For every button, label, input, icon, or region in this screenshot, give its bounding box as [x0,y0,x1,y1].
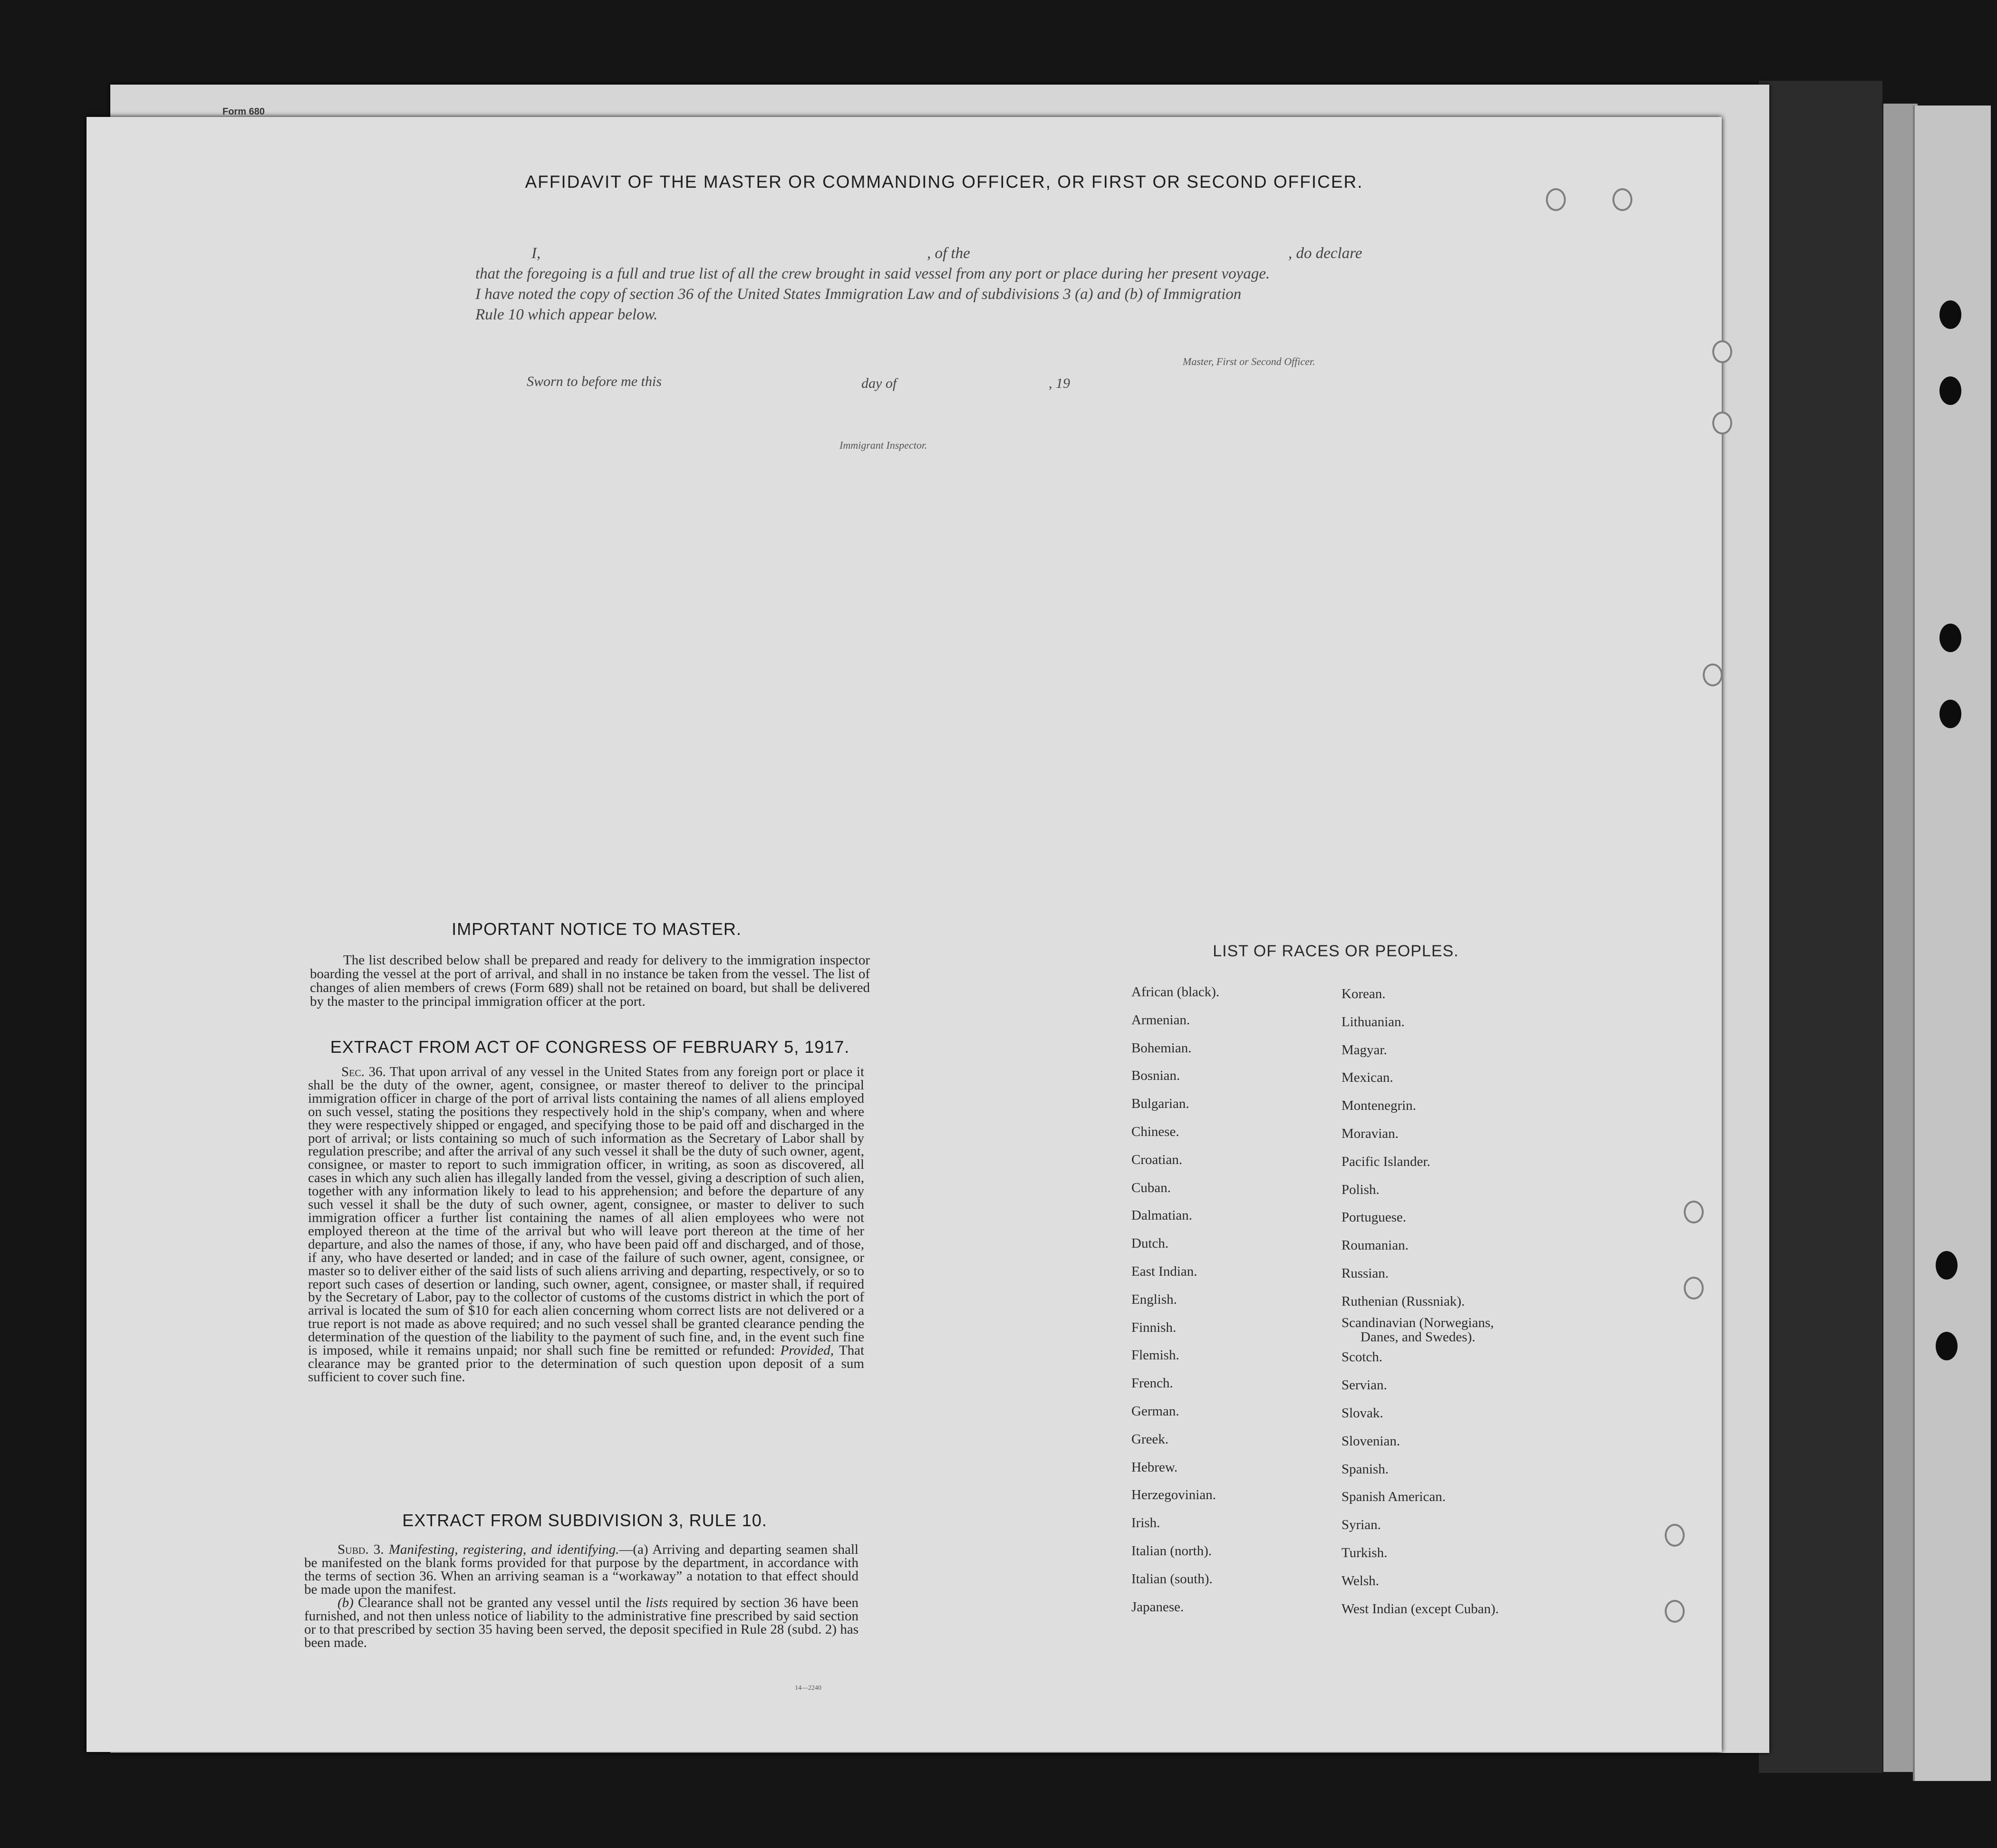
race-label: Herzegovinian. [1131,1487,1216,1503]
race-label: Welsh. [1341,1573,1380,1588]
binder-ring [1684,1201,1704,1223]
race-item [1131,1118,1219,1146]
form-number: Form 680 [222,106,265,117]
race-item [1341,1064,1499,1092]
para-b-italic: lists [646,1595,668,1610]
races-left-column [1131,978,1219,1621]
declaration-line: that the foregoing is a full and true list of all the crew brought in said vessel from any port or place during her present voyage. [475,265,1270,282]
rule-paragraph-b [304,1596,859,1649]
race-item [1131,1202,1219,1230]
race-label: African (black). [1131,984,1220,1000]
binder-ring [1684,1277,1704,1299]
race-item [1131,1425,1219,1453]
punch-hole [1939,300,1961,329]
race-label: Russian. [1341,1265,1389,1281]
race-label: Pacific Islander. [1341,1154,1430,1169]
race-item [1341,1036,1499,1064]
race-label: Lithuanian. [1341,1014,1405,1030]
race-label: Slovak. [1341,1405,1383,1421]
race-label: Dalmatian. [1131,1208,1193,1223]
act-body: That upon arrival of any vessel in the United States from any foreign port or place it shall be the duty of the owner, agent, consignee, or master thereof to deliver to the principal immigration officer in charge of the port of arrival lists containing the names of all aliens employed on such vessel, stating the positions they respectively hold in the ship's company, when and where they were respectively shipped or engaged, and specifying those to be paid off and discharged in the port of arrival; or lists containing so much of such information as the Secretary of Labor shall by regulation prescribe; and after the arrival of any such vessel it shall be the duty of such owner, agent, consignee, or master to report to such immigration officer, in writing, as soon as discovered, all cases in which any such alien has illegally landed from the vessel, giving a description of such alien, together with any information likely to lead to his apprehension; and before the departure of any such vessel it shall be the duty of such owner, agent, consignee, or master to deliver to such immigration officer a further list containing the names of all alien employees who were not employed thereon at the time of the arrival but who will leave port thereon at the time of her departure, and also the names of those, if any, who have been paid off and discharged, and of those, if any, who have deserted or landed; and in case of the failure of such owner, agent, consignee, or master so to deliver either of the said lists of such aliens arriving and departing, respectively, or so to report such cases of desertion or landing, such owner, agent, consignee, or master shall, if required by the Secretary of Labor, pay to the collector of customs of the customs district in which the port of arrival is located the sum of $10 for each alien concerning whom correct lists are not delivered or a true report is not made as above required; and no such vessel shall be granted clearance pending the determination of the question of the liability to the payment of such fine, and, in the event such fine is imposed, while it remains unpaid; nor shall such fine be remitted or refunded: [308,1064,864,1358]
race-label: Cuban. [1131,1180,1171,1195]
para-b-mark: (b) [338,1595,354,1610]
race-label: West Indian (except Cuban). [1341,1601,1499,1617]
race-label: German. [1131,1403,1179,1419]
race-label-continued: Danes, and Swedes). [1360,1329,1476,1345]
race-item [1131,1062,1219,1090]
race-label: Korean. [1341,986,1386,1001]
notice-title: IMPORTANT NOTICE TO MASTER. [452,919,742,939]
binder-ring [1612,188,1632,211]
race-label: Irish. [1131,1515,1160,1531]
punch-hole [1939,624,1961,652]
declaration-line: I have noted the copy of section 36 of the United States Immigration Law and of subdivisions 3 (a) and (b) of Immigration [475,286,1242,303]
race-item [1341,1176,1499,1204]
subd-label: Subd. 3. [338,1542,384,1557]
binder-ring [1665,1524,1685,1547]
punch-hole [1939,376,1961,405]
printer-mark: 14—2240 [795,1684,821,1692]
act-paragraph [308,1066,864,1384]
race-item [1341,1455,1499,1483]
race-label: Flemish. [1131,1348,1179,1363]
race-item [1131,1341,1219,1369]
race-item [1131,1369,1219,1397]
race-item [1341,1092,1499,1120]
rule-title: EXTRACT FROM SUBDIVISION 3, RULE 10. [402,1511,767,1530]
race-label: Spanish American. [1341,1489,1446,1505]
race-label: English. [1131,1291,1177,1307]
inspector-label: Immigrant Inspector. [839,439,927,451]
races-right-column [1341,980,1499,1623]
race-item [1131,1090,1219,1118]
race-item [1131,1565,1219,1593]
race-label: Italian (north). [1131,1543,1212,1559]
para-b-text-2: required by section 36 have been furnished, and not then unless notice of liability to the administrative fine prescribed by said section or to that prescribed by section 35 having been served, the deposit specified in Rule 28 (subd. 2) has been made. [304,1595,859,1650]
race-label: Turkish. [1341,1545,1388,1560]
race-label: Syrian. [1341,1517,1381,1533]
rule-paragraph-a [304,1543,859,1596]
race-item [1341,1120,1499,1148]
race-item [1341,1232,1499,1260]
declaration-line: Rule 10 which appear below. [475,306,658,323]
race-label: Hebrew. [1131,1459,1178,1475]
sworn-text: Sworn to before me this [527,374,662,389]
race-label: Montenegrin. [1341,1098,1417,1114]
race-item [1341,1316,1499,1344]
race-label: Italian (south). [1131,1571,1213,1587]
race-label: French. [1131,1376,1173,1391]
race-item [1341,1260,1499,1288]
race-item [1131,1537,1219,1565]
section-label: Sec. 36. [341,1064,386,1079]
para-b-text: Clearance shall not be granted any vessel until the [357,1595,642,1610]
race-label: Scotch. [1341,1349,1383,1365]
act-text [308,1066,864,1384]
race-item [1131,1286,1219,1314]
race-item [1131,1006,1219,1034]
race-label: Chinese. [1131,1124,1179,1139]
race-label: Bulgarian. [1131,1096,1189,1112]
race-label: Polish. [1341,1182,1380,1197]
race-item [1131,1397,1219,1425]
punch-hole [1936,1251,1958,1280]
notice-paragraph: The list described below shall be prepared and ready for delivery to the immigration inspector boarding the vessel at the port of arrival, and shall in no instance be taken from the vessel. The list of changes of alien members of crews (Form 689) shall not be retained on board, but shall be delivered by the master to the principal immigration officer at the port. [310,953,870,1009]
declaration-i: I, [531,245,541,262]
affidavit-title: AFFIDAVIT OF THE MASTER OR COMMANDING OFFICER, OR FIRST OR SECOND OFFICER. [525,172,1363,192]
race-label: Servian. [1341,1377,1387,1393]
subd-italic: Manifesting, registering, and identifying. [388,1542,619,1557]
race-item [1341,1399,1499,1427]
race-label: Bosnian. [1131,1068,1180,1084]
race-item [1131,1174,1219,1202]
race-item [1341,1427,1499,1455]
race-item [1341,1595,1499,1623]
race-item [1341,1008,1499,1036]
race-item [1131,1258,1219,1286]
race-label: Scandinavian (Norwegians, [1341,1315,1494,1330]
punch-hole [1936,1332,1958,1360]
race-label: Greek. [1131,1431,1169,1447]
race-item [1341,1343,1499,1371]
binder-ring [1703,664,1723,686]
race-label: Japanese. [1131,1599,1184,1615]
race-label: Magyar. [1341,1042,1387,1058]
declaration-block [475,243,1398,325]
race-item [1341,1483,1499,1511]
race-label: Armenian. [1131,1012,1190,1028]
race-item [1341,1203,1499,1232]
races-title: LIST OF RACES OR PEOPLES. [1213,942,1459,960]
race-item [1131,978,1219,1006]
race-label: Mexican. [1341,1070,1393,1086]
notice-text [310,953,870,1009]
proviso-text: That clearance may be granted prior to the determination of such question upon deposit of a sum sufficient to cover such fine. [308,1343,865,1385]
declaration-do-declare: , do declare [1288,245,1362,262]
sworn-year: , 19 [1049,375,1070,391]
race-item [1131,1146,1219,1174]
race-item [1341,1511,1499,1539]
proviso-label: Provided, [780,1343,834,1358]
race-item [1131,1453,1219,1482]
race-item [1341,1148,1499,1176]
race-label: Roumanian. [1341,1238,1409,1253]
race-item [1131,1509,1219,1537]
race-label: Slovenian. [1341,1433,1400,1449]
race-label: Ruthenian (Russniak). [1341,1293,1465,1309]
race-item [1341,1567,1499,1595]
para-a-text: Arriving and departing seamen shall be manifested on the blank forms provided for that purpose by the department, in accordance with the terms of section 36. When an arriving seaman is a “workaway” a notation to that effect should be made upon the manifest. [304,1542,859,1597]
rule-text [304,1543,859,1649]
binder-ring [1712,412,1732,434]
race-item [1131,1230,1219,1258]
sworn-day: day of [861,375,897,391]
punch-hole [1939,700,1961,728]
race-label: Spanish. [1341,1461,1389,1477]
race-item [1341,1539,1499,1567]
race-label: Finnish. [1131,1319,1177,1335]
binder-ring [1546,188,1566,211]
declaration-of-the: , of the [927,245,970,262]
act-title: EXTRACT FROM ACT OF CONGRESS OF FEBRUARY 5, 1917. [330,1037,850,1057]
race-item [1341,980,1499,1008]
signature-label: Master, First or Second Officer. [1183,356,1315,367]
race-label: Bohemian. [1131,1040,1192,1056]
race-item [1131,1034,1219,1062]
binder-ring [1712,340,1732,363]
race-label: Dutch. [1131,1236,1169,1251]
race-label: Portuguese. [1341,1210,1407,1225]
binder-strip-outer [1913,106,1991,1781]
binder-ring [1665,1600,1685,1623]
para-a-mark: —(a) [619,1542,648,1557]
race-item [1131,1481,1219,1509]
race-label: Croatian. [1131,1152,1183,1167]
race-item [1131,1314,1219,1342]
race-label: East Indian. [1131,1263,1197,1279]
race-label: Moravian. [1341,1126,1399,1141]
race-item [1341,1288,1499,1316]
race-item [1341,1371,1499,1399]
binder-edge [1759,81,1882,1773]
race-item [1131,1593,1219,1621]
